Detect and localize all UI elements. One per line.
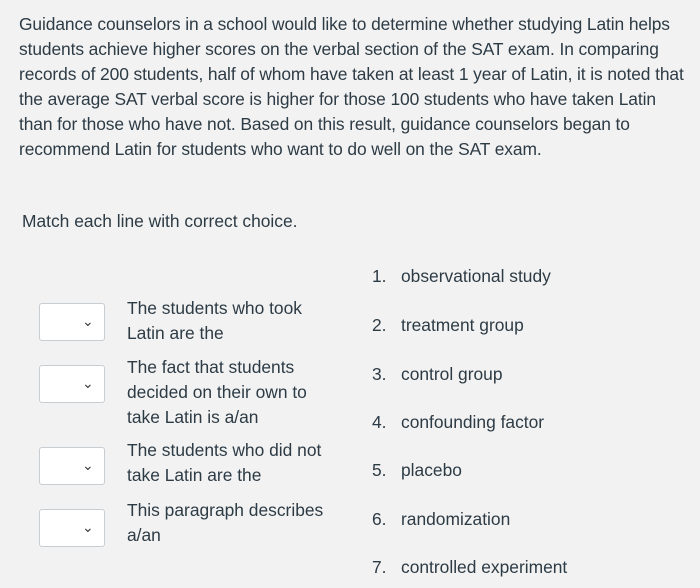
chevron-down-icon: ⌄ [82,457,94,473]
choice-item-3 [372,362,503,387]
choice-label: confounding factor [401,412,545,432]
instruction-text: Match each line with correct choice. [22,211,298,231]
choice-item-5 [372,458,462,483]
choice-label: randomization [401,509,511,529]
choice-number: 4. [372,412,387,432]
choice-number: 2. [372,315,387,335]
choice-number: 6. [372,509,387,529]
chevron-down-icon: ⌄ [82,519,94,535]
match-stem-2: The fact that students decided on their own to take Latin is a/an [127,357,307,427]
choice-item-1 [372,264,551,289]
choice-label: observational study [401,266,551,286]
choice-number: 1. [372,266,387,286]
choice-label: control group [401,364,503,384]
chevron-down-icon: ⌄ [82,313,94,329]
choice-item-6 [372,507,510,532]
choice-item-2 [372,313,524,338]
match-select-2[interactable] [39,365,105,403]
match-stem-4: This paragraph describes a/an [127,500,324,545]
choice-number: 3. [372,364,387,384]
choice-number: 7. [372,557,387,577]
chevron-down-icon: ⌄ [82,375,94,391]
choice-label: treatment group [401,315,524,335]
match-select-1[interactable] [39,303,105,341]
match-stem-3: The students who did not take Latin are the [127,440,322,485]
choice-item-7 [372,555,567,580]
match-select-4[interactable] [39,509,105,547]
choice-item-4 [372,410,544,435]
choice-number: 5. [372,460,387,480]
question-text: Guidance counselors in a school would like to determine whether studying Latin helps students achieve higher scores on the verbal section of the SAT exam. In comparing records of 200 students, half of whom have taken at least 1 year of Latin, it is noted that the average SAT verbal score is higher for those 100 students who have taken Latin than for those who have not. Based on this result, guidance counselors began to recommend Latin for students who want to do well on the SAT exam. [19,14,684,159]
match-stem-1: The students who took Latin are the [127,298,302,343]
choice-label: controlled experiment [401,557,568,577]
choice-label: placebo [401,460,462,480]
match-select-3[interactable] [39,447,105,485]
